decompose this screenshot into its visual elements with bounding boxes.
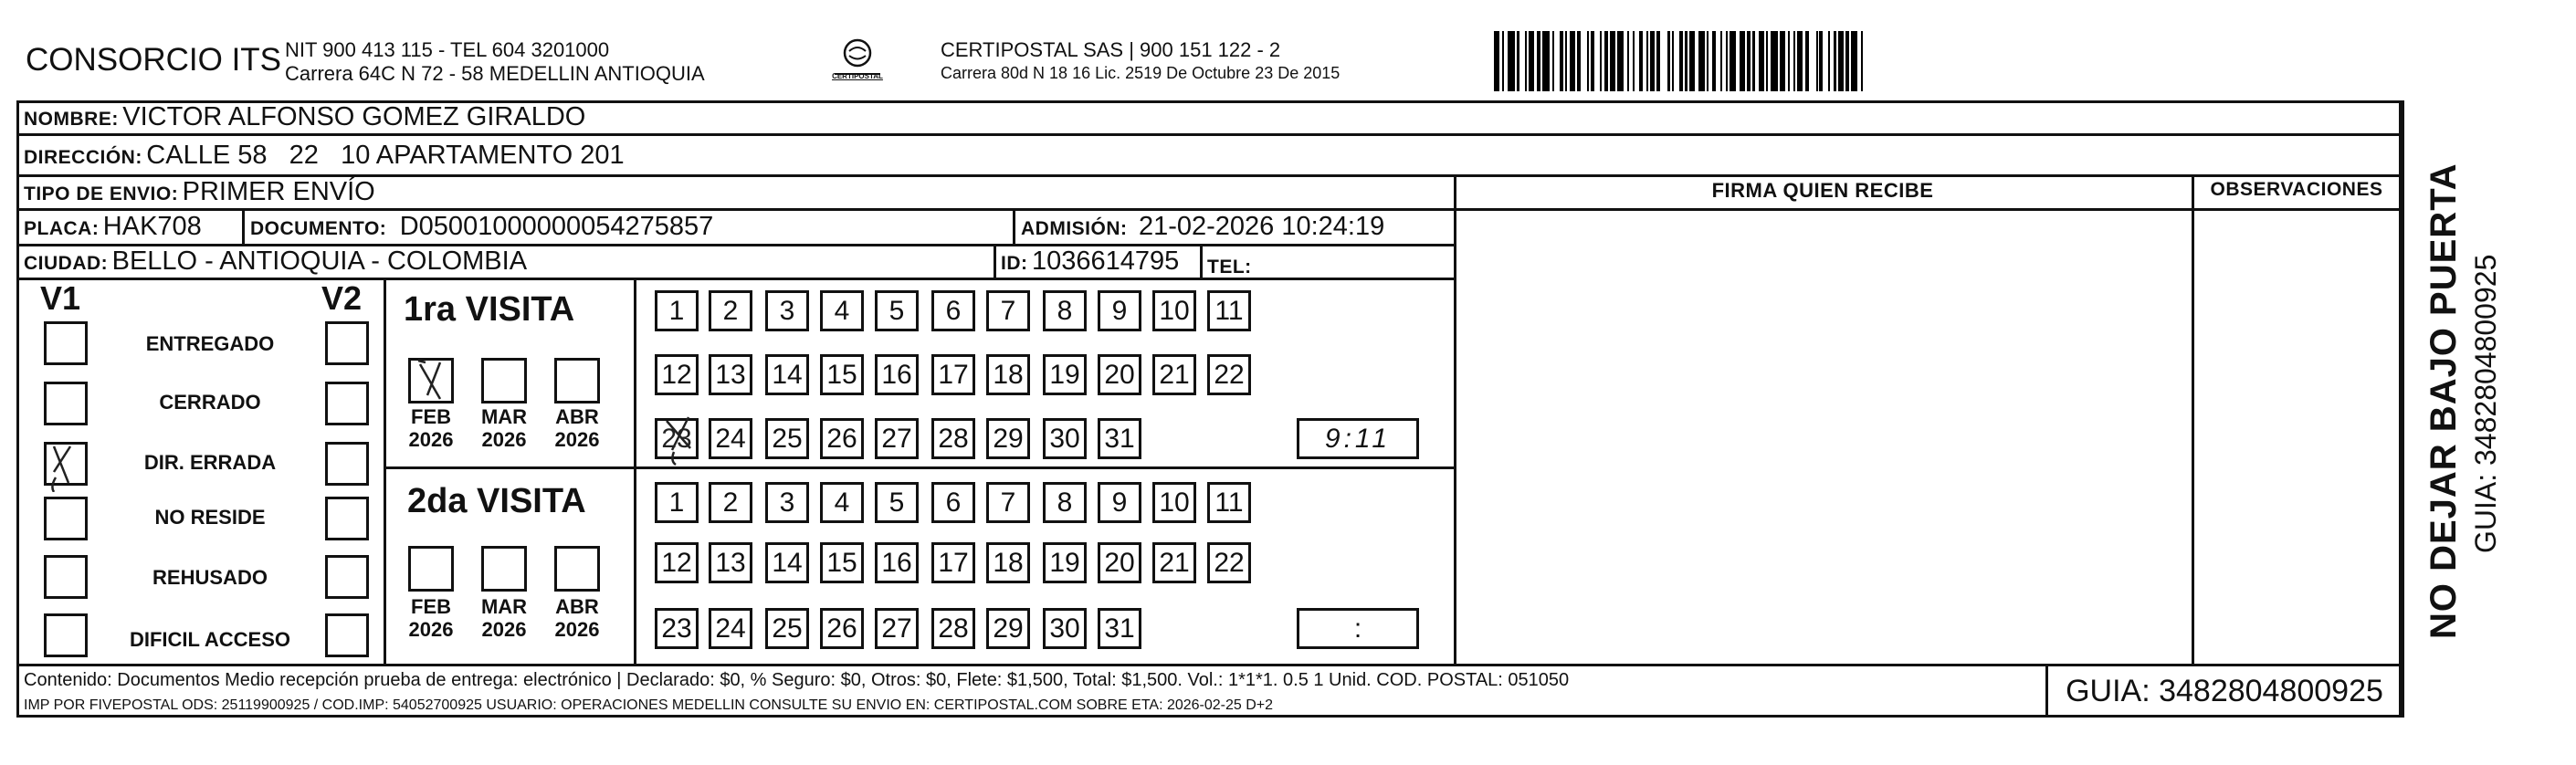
second-visit-day-4[interactable]: 4 [820, 482, 864, 523]
v1-entregado-checkbox[interactable] [44, 321, 88, 365]
footer-content-line: Contenido: Documentos Medio recepción prueba de entrega: electrónico | Declarado: $0, % Seguro: $0, Otros: $0, Flete: $1,500, Total: $1,500. Vol.: 1*1*1. 0.5 1 Unid. COD. POSTAL: 051050 [24, 670, 1570, 690]
first-visit-day-29[interactable]: 29 [986, 418, 1030, 459]
first-visit-day-27[interactable]: 27 [875, 418, 919, 459]
second-visit-day-6[interactable]: 6 [931, 482, 975, 523]
second-visit-day-27[interactable]: 27 [875, 608, 919, 649]
v1-header: V1 [40, 279, 81, 317]
second-visit-day-14[interactable]: 14 [765, 542, 809, 583]
handwritten-x-mark-icon [41, 441, 85, 492]
signature-area[interactable] [1457, 212, 2190, 663]
second-visit-mar-box[interactable] [481, 546, 527, 592]
first-visit-day-26[interactable]: 26 [820, 418, 864, 459]
column-divider [2192, 174, 2194, 664]
column-divider [2402, 100, 2404, 718]
first-visit-day-4[interactable]: 4 [820, 290, 864, 331]
barcode-bar [1617, 31, 1624, 91]
barcode-bar [1851, 31, 1858, 91]
first-visit-day-28[interactable]: 28 [931, 418, 975, 459]
address-row [24, 142, 625, 169]
first-visit-day-6[interactable]: 6 [931, 290, 975, 331]
v2-header: V2 [321, 279, 363, 317]
barcode-space [1863, 31, 1868, 91]
month-year: 2026 [481, 428, 527, 451]
month-name: FEB [411, 595, 451, 618]
status-dir-errada: DIR. ERRADA [143, 451, 277, 474]
first-visit-month-feb [402, 405, 460, 451]
city-cell [24, 248, 527, 275]
observations-area[interactable] [2195, 212, 2400, 663]
month-name: FEB [411, 405, 451, 428]
first-visit-day-9[interactable]: 9 [1098, 290, 1141, 331]
second-visit-day-3[interactable]: 3 [765, 482, 809, 523]
address-label: DIRECCIÓN: [24, 147, 142, 168]
first-visit-day-25[interactable]: 25 [765, 418, 809, 459]
second-visit-day-19[interactable]: 19 [1043, 542, 1087, 583]
first-visit-day-14[interactable]: 14 [765, 354, 809, 395]
status-no-reside: NO RESIDE [154, 506, 266, 529]
carrier-name: CERTIPOSTAL SAS | 900 151 122 - 2 [941, 38, 1281, 61]
second-visit-day-15[interactable]: 15 [820, 542, 864, 583]
first-visit-day-21[interactable]: 21 [1152, 354, 1196, 395]
first-visit-day-5[interactable]: 5 [875, 290, 919, 331]
company-address: Carrera 64C N 72 - 58 MEDELLIN ANTIOQUIA [285, 62, 705, 85]
company-nit: NIT 900 413 115 - TEL 604 3201000 [285, 38, 610, 61]
document-cell [250, 214, 713, 240]
month-year: 2026 [408, 618, 454, 641]
observations-header: OBSERVACIONES [2210, 179, 2383, 200]
first-visit-day-2[interactable]: 2 [709, 290, 752, 331]
tel-label: TEL: [1207, 257, 1252, 278]
second-visit-day-7[interactable]: 7 [986, 482, 1030, 523]
column-divider [242, 208, 245, 244]
first-visit-day-13[interactable]: 13 [709, 354, 752, 395]
first-visit-day-24[interactable]: 24 [709, 418, 752, 459]
column-divider [1013, 208, 1015, 244]
month-year: 2026 [408, 428, 454, 451]
tracking-barcode [1494, 31, 2224, 91]
side-notice: NO DEJAR BAJO PUERTA [2424, 162, 2464, 639]
row-divider [16, 664, 2402, 666]
second-visit-day-25[interactable]: 25 [765, 608, 809, 649]
row-divider [1454, 208, 2402, 211]
second-visit-day-13[interactable]: 13 [709, 542, 752, 583]
v2-dificil-acceso-checkbox[interactable] [325, 613, 369, 657]
first-visit-day-10[interactable]: 10 [1152, 290, 1196, 331]
first-visit-day-1[interactable]: 1 [655, 290, 699, 331]
second-visit-month-feb [402, 595, 460, 641]
month-name: MAR [480, 405, 528, 428]
column-divider [384, 278, 386, 664]
second-visit-day-1[interactable]: 1 [655, 482, 699, 523]
first-visit-day-19[interactable]: 19 [1043, 354, 1087, 395]
barcode-bar [1730, 31, 1737, 91]
carrier-address: Carrera 80d N 18 16 Lic. 2519 De Octubre 23 De 2015 [941, 64, 1341, 82]
second-visit-month-abr [548, 595, 606, 641]
first-visit-day-17[interactable]: 17 [931, 354, 975, 395]
handwritten-x-mark-icon [413, 359, 455, 403]
v1-dificil-acceso-checkbox[interactable] [44, 613, 88, 657]
column-divider [1200, 244, 1203, 278]
v1-dir-errada-checkbox[interactable] [44, 442, 88, 486]
recipient-address: CALLE 58 22 10 APARTAMENTO 201 [146, 141, 625, 170]
logo-caption: CERTIPOSTAL [832, 72, 883, 80]
first-visit-day-12[interactable]: 12 [655, 354, 699, 395]
second-visit-day-2[interactable]: 2 [709, 482, 752, 523]
second-visit-time[interactable]: : [1297, 608, 1419, 649]
status-dificil-acceso: DIFICIL ACCESO [129, 628, 290, 651]
second-visit-day-23[interactable]: 23 [655, 608, 699, 649]
v2-cerrado-checkbox[interactable] [325, 382, 369, 425]
second-visit-day-20[interactable]: 20 [1098, 542, 1141, 583]
v1-no-reside-checkbox[interactable] [44, 497, 88, 540]
barcode-space [1581, 31, 1588, 91]
second-visit-day-28[interactable]: 28 [931, 608, 975, 649]
column-divider [2045, 664, 2048, 718]
v2-dir-errada-checkbox[interactable] [325, 442, 369, 486]
first-visit-day-3[interactable]: 3 [765, 290, 809, 331]
barcode-bar [1698, 31, 1706, 91]
handwritten-x-mark-icon [657, 412, 701, 466]
first-visit-day-15[interactable]: 15 [820, 354, 864, 395]
barcode-space [1660, 31, 1667, 91]
second-visit-day-18[interactable]: 18 [986, 542, 1030, 583]
row-divider [384, 466, 1454, 469]
first-visit-day-8[interactable]: 8 [1043, 290, 1087, 331]
second-visit-feb-box[interactable] [408, 546, 454, 592]
signature-header: FIRMA QUIEN RECIBE [1711, 179, 1934, 202]
second-visit-day-21[interactable]: 21 [1152, 542, 1196, 583]
second-visit-day-16[interactable]: 16 [875, 542, 919, 583]
second-visit-month-mar [475, 595, 533, 641]
column-divider [1454, 174, 1456, 664]
v2-rehusado-checkbox[interactable] [325, 555, 369, 599]
v2-entregado-checkbox[interactable] [325, 321, 369, 365]
second-visit-abr-box[interactable] [554, 546, 600, 592]
admission-datetime: 21-02-2026 10:24:19 [1138, 212, 1385, 241]
barcode-space [1809, 31, 1816, 91]
second-visit-day-29[interactable]: 29 [986, 608, 1030, 649]
document-number: D05001000000054275857 [399, 212, 714, 241]
side-guia: GUIA: 3482804800925 [2469, 254, 2502, 553]
month-year: 2026 [481, 618, 527, 641]
first-visit-day-23[interactable]: 23 [655, 418, 699, 459]
second-visit-day-12[interactable]: 12 [655, 542, 699, 583]
second-visit-day-26[interactable]: 26 [820, 608, 864, 649]
column-divider [994, 244, 996, 278]
status-entregado: ENTREGADO [145, 332, 275, 355]
month-year: 2026 [554, 428, 600, 451]
plate: HAK708 [102, 212, 202, 241]
footer-guia: GUIA: 3482804800925 [2066, 674, 2383, 708]
barcode-bar [1508, 31, 1515, 91]
plate-cell [24, 214, 202, 240]
recipient-id: 1036614795 [1031, 246, 1180, 276]
barcode-bar [1542, 31, 1550, 91]
name-row [24, 104, 585, 131]
month-name: MAR [480, 595, 528, 618]
second-visit-day-24[interactable]: 24 [709, 608, 752, 649]
v2-no-reside-checkbox[interactable] [325, 497, 369, 540]
first-visit-day-22[interactable]: 22 [1207, 354, 1251, 395]
name-label: NOMBRE: [24, 109, 119, 130]
recipient-name: VICTOR ALFONSO GOMEZ GIRALDO [122, 102, 586, 131]
month-name: ABR [555, 595, 599, 618]
second-visit-label: 2da VISITA [407, 482, 586, 520]
footer-print-line: IMP POR FIVEPOSTAL ODS: 25119900925 / COD.IMP: 54052700925 USUARIO: OPERACIONES MEDELLIN CONSULTE SU ENVIO EN: CERTIPOSTAL.COM SOBRE ETA: 2026-02-25 D+2 [24, 697, 1274, 713]
shipping-type-label: TIPO DE ENVIO: [24, 183, 179, 204]
barcode-bar [1771, 31, 1778, 91]
second-visit-day-10[interactable]: 10 [1152, 482, 1196, 523]
second-visit-day-30[interactable]: 30 [1043, 608, 1087, 649]
document-label: DOCUMENTO: [250, 218, 387, 239]
column-divider [634, 278, 636, 664]
tel-cell [1207, 252, 1252, 278]
company-name: CONSORCIO ITS [26, 42, 282, 78]
first-visit-day-16[interactable]: 16 [875, 354, 919, 395]
v1-rehusado-checkbox[interactable] [44, 555, 88, 599]
second-visit-day-22[interactable]: 22 [1207, 542, 1251, 583]
second-visit-day-5[interactable]: 5 [875, 482, 919, 523]
id-label: ID: [1001, 253, 1028, 274]
city-label: CIUDAD: [24, 253, 109, 274]
v1-cerrado-checkbox[interactable] [44, 382, 88, 425]
first-visit-month-mar [475, 405, 533, 451]
id-cell [1001, 248, 1179, 275]
first-visit-mar-box[interactable] [481, 358, 527, 403]
first-visit-day-18[interactable]: 18 [986, 354, 1030, 395]
second-visit-day-17[interactable]: 17 [931, 542, 975, 583]
second-visit-day-8[interactable]: 8 [1043, 482, 1087, 523]
admission-cell [1021, 214, 1384, 240]
status-rehusado: REHUSADO [152, 566, 268, 589]
second-visit-day-11[interactable]: 11 [1207, 482, 1251, 523]
plate-label: PLACA: [24, 218, 100, 239]
admission-label: ADMISIÓN: [1021, 218, 1128, 239]
first-visit-day-31[interactable]: 31 [1098, 418, 1141, 459]
first-visit-day-7[interactable]: 7 [986, 290, 1030, 331]
shipping-type: PRIMER ENVÍO [182, 177, 375, 206]
city: BELLO - ANTIOQUIA - COLOMBIA [111, 246, 528, 276]
row-divider [16, 133, 2402, 136]
first-visit-time[interactable]: 9:11 [1297, 418, 1419, 459]
second-visit-day-9[interactable]: 9 [1098, 482, 1141, 523]
month-year: 2026 [554, 618, 600, 641]
month-name: ABR [555, 405, 599, 428]
first-visit-feb-box[interactable] [408, 358, 454, 403]
first-visit-label: 1ra VISITA [404, 290, 575, 329]
first-visit-abr-box[interactable] [554, 358, 600, 403]
first-visit-day-11[interactable]: 11 [1207, 290, 1251, 331]
certipostal-logo [807, 37, 908, 88]
first-visit-month-abr [548, 405, 606, 451]
first-visit-day-30[interactable]: 30 [1043, 418, 1087, 459]
shipping-type-row [24, 179, 375, 205]
status-cerrado: CERRADO [159, 391, 261, 414]
second-visit-day-31[interactable]: 31 [1098, 608, 1141, 649]
first-visit-day-20[interactable]: 20 [1098, 354, 1141, 395]
